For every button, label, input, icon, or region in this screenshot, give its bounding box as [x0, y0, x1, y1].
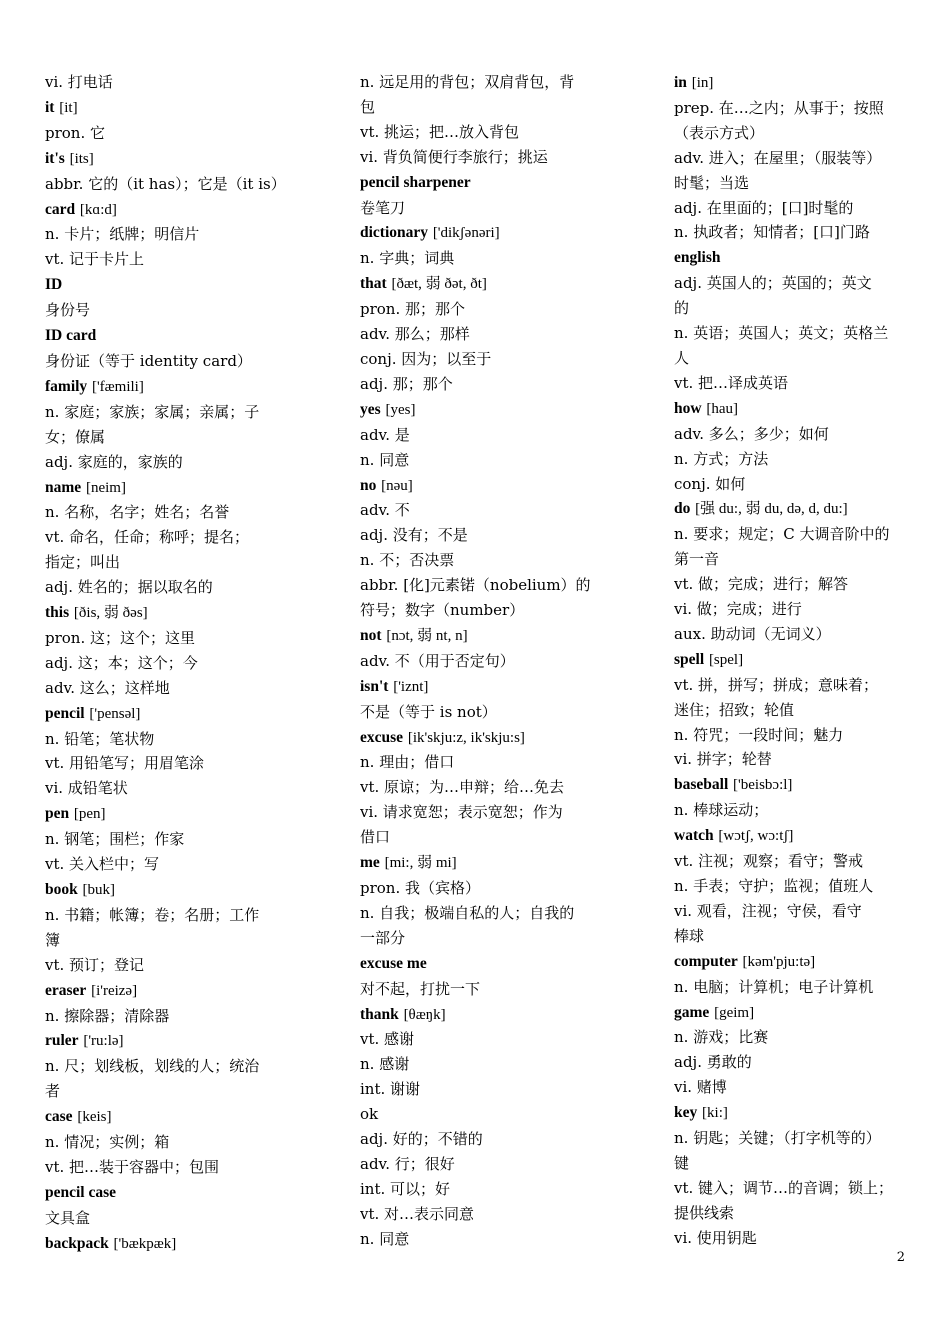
definition-line: n. 尺；划线板，划线的人；统治 — [45, 1057, 260, 1076]
phonetic: ['ru:lə] — [83, 1033, 124, 1050]
entry-headword-line — [45, 1180, 290, 1206]
headword: thank — [360, 1005, 399, 1023]
definition-line: 的 — [674, 299, 690, 318]
entry-headword-line — [45, 978, 290, 1004]
headword: me — [360, 854, 380, 872]
entry-headword-line — [674, 1000, 919, 1026]
phonetic: ['pensəl] — [89, 705, 141, 722]
definition-line: n. 同意 — [360, 450, 410, 469]
definition-line: abbr. 它的（it has）；它是（it is） — [45, 174, 286, 193]
definition-line: 第一音 — [674, 550, 720, 569]
headword: watch — [674, 827, 714, 845]
definition-line: adj. 勇敢的 — [674, 1053, 752, 1072]
definition-line: n. 钥匙；关键；（打字机等的） — [674, 1129, 881, 1148]
entry-headword-line — [674, 823, 919, 849]
headword: do — [674, 500, 691, 518]
entry-headword-line — [360, 951, 605, 977]
phonetic: [yes] — [385, 401, 416, 418]
entry-headword-line — [45, 801, 290, 827]
definition-line: pron. 这；这个；这里 — [45, 628, 196, 647]
entry-headword-line — [45, 701, 290, 727]
definition-line: vt. 把…装于容器中；包围 — [45, 1157, 220, 1176]
definition-line: vt. 做；完成；进行；解答 — [674, 575, 849, 594]
entry-headword-line — [45, 95, 290, 121]
definition-line: n. 要求；规定；C 大调音阶中的 — [674, 525, 890, 544]
entry-headword-line — [45, 323, 290, 349]
entry-headword-line — [360, 220, 605, 246]
phonetic: [nɔt, 弱 nt, n] — [386, 627, 468, 644]
headword: excuse — [360, 728, 404, 746]
entry-headword-line — [674, 70, 919, 96]
headword: eraser — [45, 981, 87, 999]
headword: pencil — [45, 704, 85, 722]
entry-headword-line — [674, 1100, 919, 1126]
definition-line: n. 自我；极端自私的人；自我的 — [360, 903, 575, 922]
definition-line: vt. 关入栏中；写 — [45, 855, 160, 874]
definition-line: 女；僚属 — [45, 427, 106, 446]
headword: it — [45, 98, 55, 116]
phonetic: [spel] — [708, 651, 744, 668]
definition-line: n. 棒球运动； — [674, 801, 769, 820]
entry-headword-line — [45, 1231, 290, 1257]
phonetic: [its] — [69, 150, 94, 167]
definition-line: pron. 那；那个 — [360, 300, 466, 319]
headword: ruler — [45, 1032, 79, 1050]
definition-line: aux. 助动词（无词义） — [674, 624, 831, 643]
headword: excuse me — [360, 954, 427, 972]
definition-line: vi. 做；完成；进行 — [674, 600, 802, 619]
definition-line: vt. 挑运；把…放入背包 — [360, 122, 520, 141]
definition-line: vt. 预订；登记 — [45, 955, 145, 974]
definition-line: n. 游戏；比赛 — [674, 1028, 769, 1047]
headword: name — [45, 478, 82, 496]
definition-line: adv. 多么；多少；如何 — [674, 424, 829, 443]
vocab-column-2 — [360, 70, 605, 1252]
definition-line: adv. 不（用于否定句） — [360, 651, 515, 670]
entry-headword-line — [360, 271, 605, 297]
definition-line: vi. 打电话 — [45, 73, 113, 91]
entry-headword-line — [45, 374, 290, 400]
definition-line: conj. 因为；以至于 — [360, 349, 492, 368]
headword: card — [45, 200, 76, 218]
definition-line: n. 名称，名字；姓名；名誉 — [45, 503, 230, 522]
definition-line: adv. 行；很好 — [360, 1154, 455, 1173]
phonetic: [geim] — [714, 1004, 755, 1021]
headword: game — [674, 1003, 710, 1021]
headword: computer — [674, 952, 738, 970]
definition-line: vi. 请求宽恕；表示宽恕；作为 — [360, 803, 563, 822]
phonetic: ['bækpæk] — [113, 1235, 177, 1252]
phonetic: [ðis, 弱 ðəs] — [73, 605, 148, 622]
definition-line: n. 钢笔；围栏；作家 — [45, 830, 185, 849]
phonetic: [hau] — [706, 400, 739, 417]
headword: pen — [45, 805, 70, 823]
phonetic: [ki:] — [702, 1105, 728, 1122]
definition-line: int. 可以；好 — [360, 1179, 451, 1198]
definition-line: n. 符咒；一段时间；魅力 — [674, 725, 844, 744]
definition-line: n. 书籍；帐簿；卷；名册；工作 — [45, 905, 260, 924]
definition-line: vi. 拼字；轮替 — [674, 750, 772, 769]
definition-line: conj. 如何 — [674, 474, 746, 493]
entry-headword-line — [360, 674, 605, 700]
phonetic: ['fæmili] — [91, 378, 144, 395]
definition-line: abbr. [化]元素锘（nobelium）的 — [360, 576, 591, 595]
definition-line: n. 方式；方法 — [674, 449, 769, 468]
phonetic: [it] — [59, 99, 78, 116]
headword: spell — [674, 650, 705, 668]
headword: not — [360, 626, 382, 644]
headword: backpack — [45, 1234, 109, 1252]
entry-headword-line — [360, 623, 605, 649]
definition-line: n. 情况；实例；箱 — [45, 1133, 170, 1152]
definition-line: adj. 姓名的；据以取名的 — [45, 578, 213, 597]
definition-line: adj. 家庭的，家族的 — [45, 452, 183, 471]
entry-headword-line — [360, 725, 605, 751]
headword: ID — [45, 276, 63, 294]
definition-line: 一部分 — [360, 928, 406, 947]
definition-line: adv. 是 — [360, 425, 410, 444]
entry-headword-line — [674, 949, 919, 975]
definition-line: n. 字典；词典 — [360, 249, 455, 268]
entry-headword-line — [45, 272, 290, 298]
headword: isn't — [360, 677, 389, 695]
definition-line: 指定；叫出 — [45, 553, 121, 572]
entry-headword-line — [360, 1002, 605, 1028]
headword: case — [45, 1108, 73, 1126]
definition-line: vt. 感谢 — [360, 1030, 415, 1049]
definition-line: adj. 英国人的；英国的；英文 — [674, 274, 872, 293]
definition-line: 不是（等于 is not） — [360, 702, 497, 721]
phonetic: [mi:, 弱 mi] — [384, 855, 457, 872]
entry-headword-line — [45, 197, 290, 223]
headword: how — [674, 399, 702, 417]
entry-headword-line — [45, 1104, 290, 1130]
phonetic: [in] — [691, 75, 714, 91]
headword: no — [360, 476, 377, 494]
entry-headword-line — [674, 647, 919, 673]
definition-line: （表示方式） — [674, 123, 765, 142]
definition-line: 人 — [674, 348, 690, 367]
definition-line: n. 远足用的背包；双肩背包，背 — [360, 73, 575, 91]
phonetic: ['dikʃənəri] — [432, 225, 500, 242]
page-number: 2 — [896, 1250, 905, 1265]
phonetic: [kɑ:d] — [79, 201, 117, 218]
definition-line: 迷住；招致；轮值 — [674, 700, 795, 719]
phonetic: [nəu] — [381, 477, 413, 494]
definition-line: vt. 记于卡片上 — [45, 250, 145, 269]
definition-line: prep. 在…之内；从事于；按照 — [674, 98, 884, 117]
headword: this — [45, 604, 70, 622]
entry-headword-line — [674, 496, 919, 522]
headword: pencil case — [45, 1183, 117, 1201]
definition-line: vt. 拼，拼写；拼成；意味着； — [674, 675, 879, 694]
definition-line: 借口 — [360, 828, 391, 847]
definition-line: pron. 它 — [45, 123, 106, 142]
definition-line: n. 手表；守护；监视；值班人 — [674, 877, 874, 895]
definition-line: adj. 在里面的；[口]时髦的 — [674, 198, 854, 217]
entry-headword-line — [45, 1028, 290, 1054]
definition-line: vi. 成铅笔状 — [45, 779, 128, 798]
phonetic: [neim] — [85, 479, 126, 496]
headword: baseball — [674, 776, 729, 794]
definition-line: vt. 原谅；为…申辩；给…免去 — [360, 778, 565, 797]
headword: in — [674, 74, 687, 91]
definition-line: 身份号 — [45, 301, 91, 320]
headword: key — [674, 1104, 698, 1122]
entry-headword-line — [45, 146, 290, 172]
definition-line: n. 同意 — [360, 1229, 410, 1248]
phonetic: [kəm'pju:tə] — [742, 953, 816, 970]
definition-line: vi. 赌博 — [674, 1078, 727, 1097]
definition-line: 符号；数字（number） — [360, 601, 525, 620]
entry-headword-line — [674, 772, 919, 798]
definition-line: ok — [360, 1105, 379, 1124]
definition-line: n. 家庭；家族；家属；亲属；子 — [45, 402, 260, 421]
definition-line: adj. 没有；不是 — [360, 526, 468, 545]
definition-line: 者 — [45, 1082, 61, 1101]
definition-line: n. 铅笔；笔状物 — [45, 729, 155, 748]
definition-line: 卷笔刀 — [360, 198, 406, 217]
definition-line: 键 — [674, 1153, 690, 1172]
definition-line: vt. 键入；调节…的音调；锁上； — [674, 1178, 894, 1197]
definition-line: adv. 进入；在屋里；（服装等） — [674, 148, 882, 167]
definition-line: 簿 — [45, 930, 61, 949]
definition-line: n. 电脑；计算机；电子计算机 — [674, 977, 874, 996]
definition-line: 对不起，打扰一下 — [360, 979, 481, 998]
definition-line: 提供线索 — [674, 1203, 735, 1222]
definition-line: vi. 观看，注视；守侯，看守 — [674, 901, 862, 920]
phonetic: [buk] — [82, 882, 116, 898]
definition-line: adv. 那么；那样 — [360, 325, 470, 344]
phonetic: [pen] — [73, 806, 106, 823]
definition-line: vt. 把…译成英语 — [674, 373, 789, 392]
phonetic: [强 du:, 弱 du, də, d, du:] — [695, 501, 848, 518]
definition-line: n. 卡片；纸牌；明信片 — [45, 225, 200, 244]
entry-headword-line — [360, 397, 605, 423]
vocab-column-3 — [674, 70, 919, 1251]
definition-line: vi. 使用钥匙 — [674, 1228, 757, 1247]
definition-line: vt. 注视；观察；看守；警戒 — [674, 852, 864, 871]
entry-headword-line — [674, 396, 919, 422]
headword: that — [360, 275, 387, 293]
phonetic: [ðæt, 弱 ðət, ðt] — [391, 276, 487, 293]
definition-line: n. 英语；英国人；英文；英格兰 — [674, 324, 889, 343]
entry-headword-line — [360, 473, 605, 499]
phonetic: [ik'skju:z, ik'skju:s] — [407, 729, 525, 746]
definition-line: 棒球 — [674, 926, 705, 945]
phonetic: [wɔtʃ, wɔ:tʃ] — [718, 828, 794, 845]
headword: yes — [360, 400, 381, 418]
entry-headword-line — [674, 245, 919, 271]
entry-headword-line — [45, 475, 290, 501]
phonetic: [θæŋk] — [403, 1006, 446, 1023]
definition-line: 文具盒 — [45, 1208, 91, 1227]
phonetic: [i'reizə] — [91, 982, 138, 999]
definition-line: n. 擦除器；清除器 — [45, 1006, 170, 1025]
definition-line: int. 谢谢 — [360, 1080, 421, 1099]
vocab-column-1 — [45, 70, 290, 1257]
definition-line: adj. 那；那个 — [360, 374, 453, 393]
definition-line: n. 不；否决票 — [360, 551, 455, 570]
headword: it's — [45, 149, 65, 167]
definition-line: 时髦；当选 — [674, 173, 750, 192]
headword: dictionary — [360, 224, 429, 242]
headword: english — [674, 249, 721, 267]
headword: ID card — [45, 327, 97, 345]
definition-line: vi. 背负简便行李旅行；挑运 — [360, 147, 548, 166]
entry-headword-line — [360, 850, 605, 876]
entry-headword-line — [45, 600, 290, 626]
headword: family — [45, 377, 88, 395]
definition-line: adv. 这么；这样地 — [45, 678, 170, 697]
headword: pencil sharpener — [360, 173, 471, 191]
definition-line: 包 — [360, 97, 376, 116]
definition-line: vt. 命名，任命；称呼；提名； — [45, 528, 250, 547]
definition-line: adv. 不 — [360, 501, 410, 520]
entry-headword-line — [360, 170, 605, 196]
definition-line: n. 感谢 — [360, 1055, 410, 1074]
phonetic: ['beisbɔ:l] — [733, 777, 793, 794]
definition-line: adj. 好的；不错的 — [360, 1130, 483, 1149]
definition-line: n. 理由；借口 — [360, 753, 455, 772]
phonetic: ['iznt] — [393, 678, 429, 695]
definition-line: n. 执政者；知情者；[口]门路 — [674, 223, 870, 242]
headword: book — [45, 881, 78, 898]
definition-line: pron. 我（宾格） — [360, 879, 481, 897]
definition-line: vt. 用铅笔写；用眉笔涂 — [45, 754, 205, 773]
phonetic: [keis] — [77, 1109, 112, 1126]
definition-line: vt. 对…表示同意 — [360, 1204, 475, 1223]
definition-line: adj. 这；本；这个；今 — [45, 653, 198, 672]
definition-line: 身份证（等于 identity card） — [45, 351, 252, 370]
entry-headword-line — [45, 877, 290, 903]
